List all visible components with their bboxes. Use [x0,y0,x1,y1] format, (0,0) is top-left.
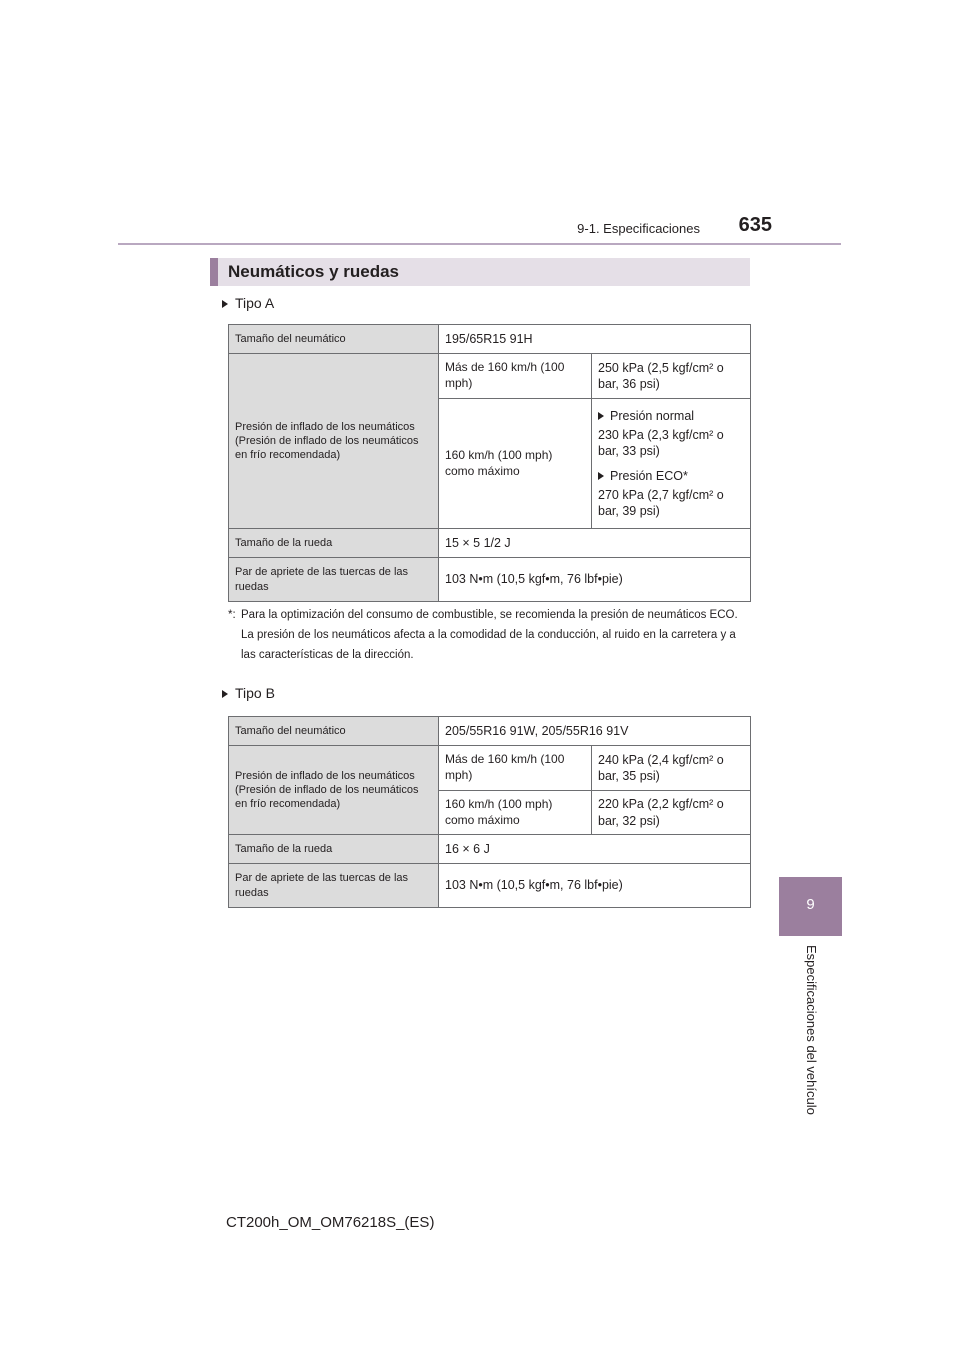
table-row [229,835,751,864]
wheel-size-value: 15 × 5 1/2 J [439,529,751,558]
wheel-size-label: Tamaño de la rueda [229,835,439,864]
over-speed-label: Más de 160 km/h (100 mph) [439,746,592,791]
triangle-bullet-icon [222,690,228,698]
table-row [229,864,751,908]
normal-pressure-label: Presión normal [598,408,744,424]
table-row [229,746,751,791]
max-speed-value: 220 kPa (2,2 kgf/cm² o bar, 32 psi) [592,791,751,835]
type-b-label: Tipo B [235,685,275,701]
triangle-bullet-icon [598,472,604,480]
eco-pressure-value: 270 kPa (2,7 kgf/cm² o bar, 39 psi) [598,487,724,518]
header-rule [118,243,841,245]
tire-size-value: 195/65R15 91H [439,325,751,354]
over-speed-label: Más de 160 km/h (100 mph) [439,354,592,399]
triangle-bullet-icon [598,412,604,420]
pressure-options [592,399,751,529]
type-a-table [228,324,751,602]
over-speed-value: 250 kPa (2,5 kgf/cm² o bar, 36 psi) [592,354,751,399]
footnote-text: Para la optimización del consumo de combustible, se recomienda la presión de neumáticos ECO. La presión de los neumáticos afecta a la comodidad de la conducción, al ruido en la carretera y a las características de la dirección. [241,609,738,661]
table-row [229,529,751,558]
table-row [229,558,751,602]
wheel-size-label: Tamaño de la rueda [229,529,439,558]
over-speed-value: 240 kPa (2,4 kgf/cm² o bar, 35 psi) [592,746,751,791]
torque-value: 103 N•m (10,5 kgf•m, 76 lbf•pie) [439,864,751,908]
table-row [229,354,751,399]
eco-pressure-label: Presión ECO* [598,468,744,484]
normal-pressure-value: 230 kPa (2,3 kgf/cm² o bar, 33 psi) [598,428,724,459]
table-row [229,717,751,746]
page-number: 635 [738,214,772,236]
chapter-tab: 9 [779,877,842,936]
footnote [228,605,750,665]
tire-size-value: 205/55R16 91W, 205/55R16 91V [439,717,751,746]
max-speed-label: 160 km/h (100 mph) como máximo [439,791,592,835]
chapter-title: Especificaciones del vehículo [804,945,819,1115]
table-row [229,325,751,354]
torque-label: Par de apriete de las tuercas de las ruedas [229,864,439,908]
triangle-bullet-icon [222,300,228,308]
wheel-size-value: 16 × 6 J [439,835,751,864]
section-title: Neumáticos y ruedas [210,258,750,286]
header-section: 9-1. Especificaciones [577,221,700,236]
tire-size-label: Tamaño del neumático [229,717,439,746]
footer-doc-code: CT200h_OM_OM76218S_(ES) [226,1214,435,1231]
torque-value: 103 N•m (10,5 kgf•m, 76 lbf•pie) [439,558,751,602]
tire-size-label: Tamaño del neumático [229,325,439,354]
pressure-label: Presión de inflado de los neumáticos (Presión de inflado de los neumáticos en frío recomendada) [229,354,439,529]
type-b-heading [222,685,275,701]
torque-label: Par de apriete de las tuercas de las ruedas [229,558,439,602]
type-a-heading [222,295,274,311]
max-speed-label: 160 km/h (100 mph) como máximo [439,399,592,529]
footnote-marker: *: [228,609,236,621]
pressure-label: Presión de inflado de los neumáticos (Presión de inflado de los neumáticos en frío recomendada) [229,746,439,835]
type-b-table [228,716,751,908]
type-a-label: Tipo A [235,295,275,311]
